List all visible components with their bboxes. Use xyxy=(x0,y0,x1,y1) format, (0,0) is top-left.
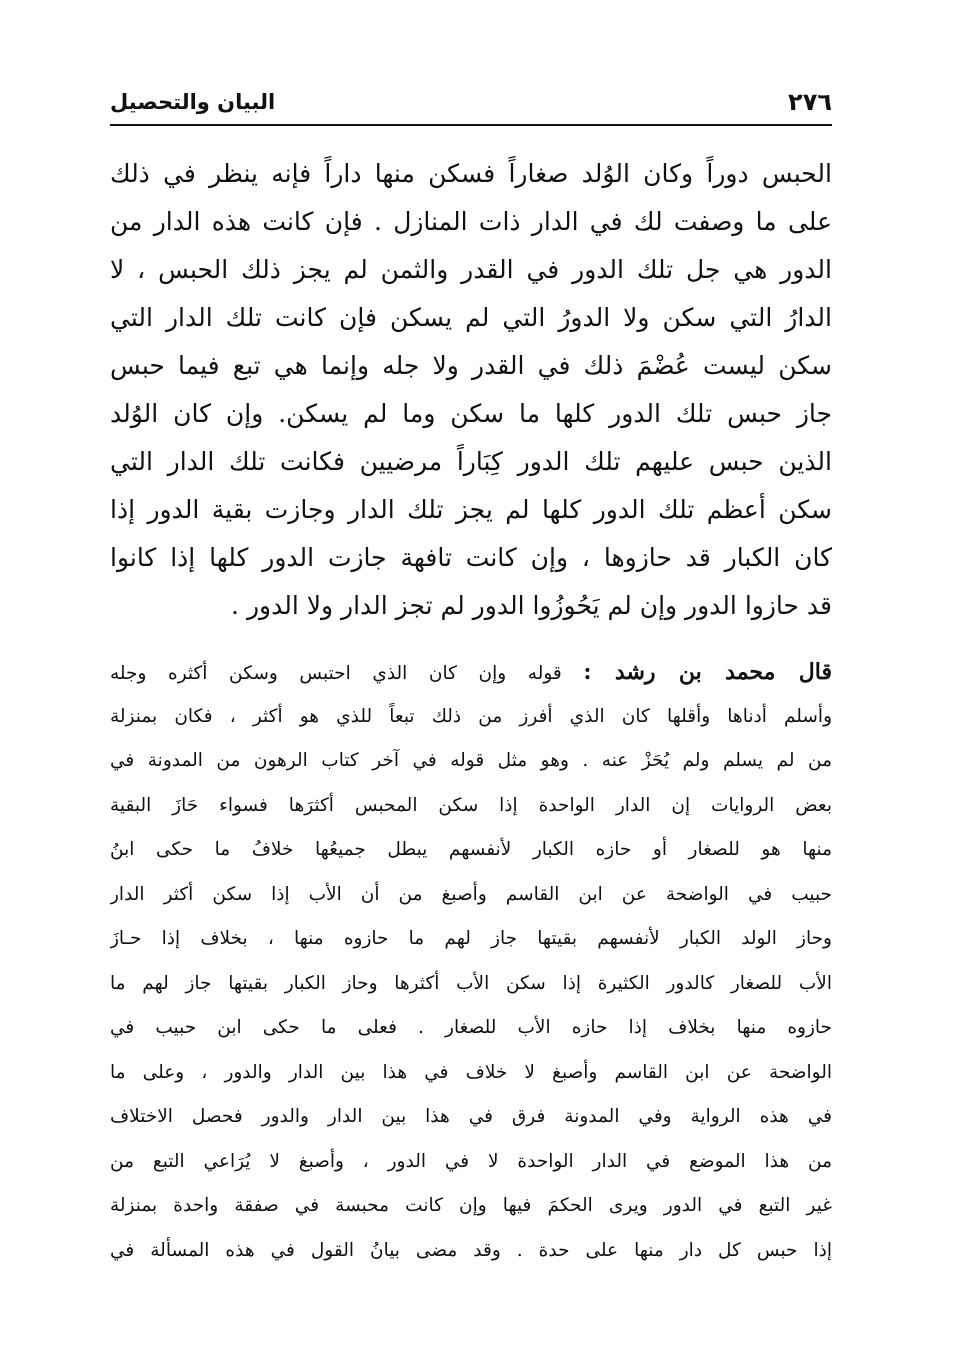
text-line: على ما وصفت لك في الدار ذات المنازل . فإن كانت هذه الدار من xyxy=(110,207,832,236)
text-line: الذين حبس عليهم تلك الدور كِبَاراً مرضيين فكانت تلك الدار التي xyxy=(110,447,832,476)
text-line-segment: قوله وإن كان الذي احتبس وسكن أكثره وجله xyxy=(110,663,562,684)
text-line: إذا حبس كل دار منها على حدة . وقد مضى بيانُ القول في هذه المسألة في xyxy=(110,1239,832,1261)
text-line: وحاز الولد الكبار لأنفسهم بقيتها جاز لهم ما حازوه منها ، بخلاف إذا حـازَ xyxy=(110,928,832,949)
text-line: الأب للصغار كالدور الكثيرة إذا سكن الأب أكثرها وحاز الكبار بقيتها جاز لهم ما xyxy=(110,972,832,994)
text-line: من لم يسلم ولم يُحَزْ عنه . وهو مثل قوله في آخر كتاب الرهون من المدونة في xyxy=(110,750,832,771)
text-line: سكن أعظم تلك الدور كلها لم يجز تلك الدار وجازت بقية الدور إذا xyxy=(110,495,832,524)
commentary-first-line xyxy=(110,650,832,695)
page-header xyxy=(110,84,832,126)
text-line: من هذا الموضع في الدار الواحدة لا في الدور ، وأصبغ لا يُرَاعي التبع من xyxy=(110,1150,832,1172)
text-line: جاز حبس تلك الدور كلها ما سكن وما لم يسكن. وإن كان الوُلد xyxy=(110,399,832,428)
text-line: كان الكبار قد حازوها ، وإن كانت تافهة جازت الدور كلها إذا كانوا xyxy=(110,543,832,572)
text-line: سكن ليست عُضْمَ ذلك في القدر ولا جله وإنما هي تبع فيما حبس xyxy=(110,351,832,380)
text-line: حازوه منها بخلاف إذا حازه الأب للصغار . فعلى ما حكى ابن حبيب في xyxy=(110,1017,832,1038)
speaker-label: قال محمد بن رشد : xyxy=(583,659,832,685)
text-line: حبيب في الواضحة عن ابن القاسم وأصبغ من أن الأب إذا سكن أكثر الدار xyxy=(110,883,832,905)
running-title: البيان والتحصيل xyxy=(110,90,276,114)
page-number: ٢٧٦ xyxy=(788,88,832,116)
text-line: الدور هي جل تلك الدور في القدر والثمن لم يجز ذلك الحبس ، لا xyxy=(110,255,832,284)
text-line: بعض الروايات إن الدار الواحدة إذا سكن المحبس أكثرَها فسواء حَازَ البقية xyxy=(110,794,832,816)
text-line: الدارُ التي سكن ولا الدورُ التي لم يسكن فإن كانت تلك الدار التي xyxy=(110,303,832,332)
commentary-paragraph xyxy=(110,650,832,1273)
text-line: في هذه الرواية وفي المدونة فرق في هذا بين الدار والدور فحصل الاختلاف xyxy=(110,1106,832,1127)
text-line: الحبس دوراً وكان الوُلد صغاراً فسكن منها داراً فإنه ينظر في ذلك xyxy=(110,159,832,188)
text-line: غير التبع في الدور ويرى الحكمَ فيها وإن كانت محبسة في صفقة واحدة بمنزلة xyxy=(110,1195,832,1216)
main-text-paragraph xyxy=(110,150,832,630)
text-line: وأسلم أدناها وأقلها كان الذي أفرز من ذلك تبعاً للذي هو أكثر ، فكان بمنزلة xyxy=(110,705,832,727)
text-line: قد حازوا الدور وإن لم يَحُوزُوا الدور لم تجز الدار ولا الدور . xyxy=(231,591,832,620)
text-line: الواضحة عن ابن القاسم وأصبغ لا خلاف في هذا بين الدار والدور ، وعلى ما xyxy=(110,1061,832,1083)
text-line: منها هو للصغار أو حازه الكبار لأنفسهم يبطل جميعُها خلافُ ما حكى ابنُ xyxy=(110,839,832,860)
